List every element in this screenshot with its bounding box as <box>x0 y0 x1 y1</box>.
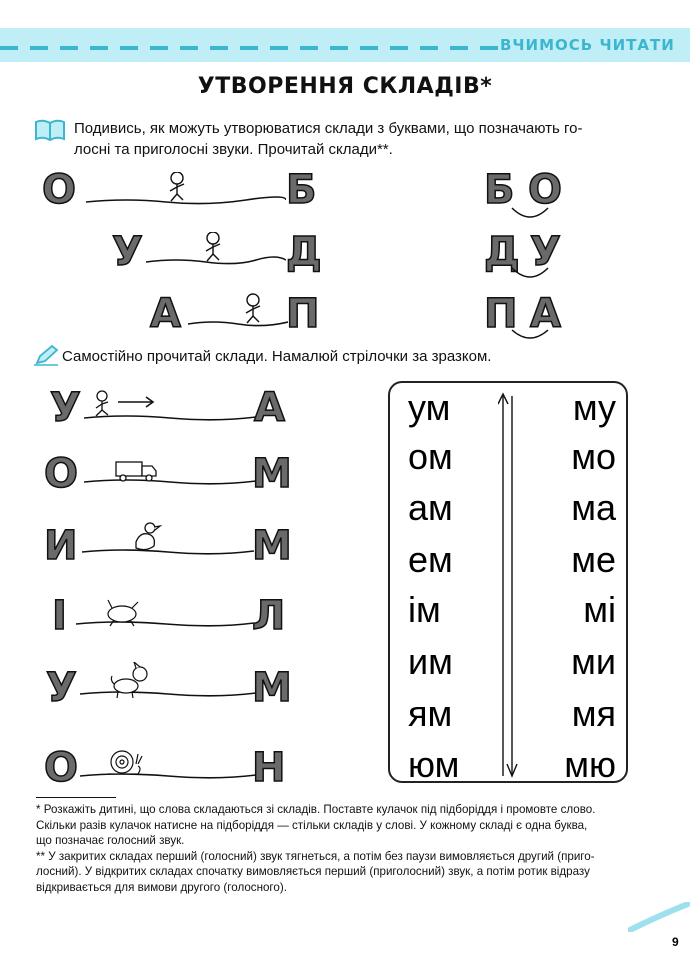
consonant-letter: М <box>252 451 292 497</box>
syllable-letter: П <box>484 291 518 337</box>
page-title: УТВОРЕННЯ СКЛАДІВ* <box>197 74 493 99</box>
closed-syllable: ям <box>408 693 453 734</box>
footnote-line: ** У закритих складах перший (голосний) звук тягнеться, а потім без паузи вимовляється другий (приго- <box>36 849 595 863</box>
consonant-letter: Л <box>252 593 286 639</box>
corner-swoosh <box>628 902 690 932</box>
footnote-line: що позначає голосний звук. <box>36 834 185 847</box>
running-boy-icon <box>206 232 220 261</box>
duck-icon <box>136 523 160 550</box>
closed-syllable: ум <box>408 387 451 428</box>
running-boy-icon <box>96 391 108 416</box>
open-syllable: ма <box>571 487 616 528</box>
footnote <box>36 802 666 895</box>
snail-path <box>80 740 256 784</box>
link-arc <box>510 328 550 342</box>
truck-icon <box>116 462 156 481</box>
header-dashes <box>0 46 500 50</box>
vowel-letter: О <box>44 451 79 497</box>
open-syllable: му <box>572 387 616 428</box>
consonant-letter: Д <box>286 229 322 275</box>
beetle-path <box>76 592 254 632</box>
vowel-letter: О <box>42 167 77 213</box>
vowel-letter: О <box>44 745 79 791</box>
footnote-line: лосний). У відкритих складах спочатку вимовляється перший (приголосний) звук, а потім ротик відразу <box>36 865 590 878</box>
open-syllable: мі <box>583 589 616 630</box>
running-boy-path <box>146 232 286 272</box>
open-syllable: ме <box>571 539 616 580</box>
truck-path <box>84 456 256 492</box>
dog-path <box>80 662 256 704</box>
footnote-line: * Розкажіть дитині, що слова складаються зі складів. Поставте кулачок під підборіддя і промовте слово. <box>36 803 596 816</box>
consonant-letter: Б <box>286 167 317 213</box>
open-syllable: мо <box>571 436 616 477</box>
closed-syllable: ім <box>408 589 441 630</box>
syllable-letter: О <box>528 167 563 213</box>
open-syllable: мю <box>564 744 616 785</box>
running-boy-icon <box>170 172 184 201</box>
snail-icon <box>108 751 142 774</box>
vowel-letter: У <box>112 229 143 275</box>
vowel-letter: І <box>52 593 67 639</box>
link-arc <box>510 206 550 222</box>
closed-syllable: юм <box>408 744 460 785</box>
consonant-letter: А <box>254 385 285 431</box>
task2-instruction: Самостійно прочитай склади. Намалюй стрілочки за зразком. <box>62 348 492 365</box>
syllable-letter: Б <box>484 167 515 213</box>
consonant-letter: Н <box>252 745 286 791</box>
closed-syllable: ем <box>408 539 453 580</box>
vowel-letter: А <box>150 291 181 337</box>
consonant-letter: П <box>286 291 320 337</box>
closed-syllable: ом <box>408 436 453 477</box>
footnote-rule <box>36 797 116 798</box>
running-boy-icon <box>246 294 260 323</box>
open-syllable: ми <box>571 641 616 682</box>
double-arrow-icon <box>498 392 518 778</box>
vowel-letter: У <box>50 385 81 431</box>
pencil-icon <box>34 344 60 366</box>
syllable-letter: Д <box>484 229 520 275</box>
running-boy-path <box>84 388 256 428</box>
running-boy-path <box>188 292 288 332</box>
book-icon <box>34 118 66 142</box>
running-boy-path <box>86 172 286 212</box>
link-arc <box>510 266 550 282</box>
footnote-line: Скільки разів кулачок натисне на підборіддя — стільки складів у слові. У кожному складі є одна буква, <box>36 818 588 832</box>
syllable-letter: У <box>530 229 561 275</box>
consonant-letter: М <box>252 665 292 711</box>
open-syllable: мя <box>571 693 616 734</box>
vowel-letter: И <box>44 523 78 569</box>
arrow-icon <box>118 397 153 407</box>
task1-instruction <box>74 118 664 160</box>
footnote-line: відкривається для вимови другого (голосного). <box>36 880 287 894</box>
task1-instruction-line: лосні та приголосні звуки. Прочитай склади**. <box>74 141 393 158</box>
syllable-letter: А <box>530 291 561 337</box>
closed-syllable: ам <box>408 487 453 528</box>
section-title: ВЧИМОСЬ ЧИТАТИ <box>500 36 675 54</box>
vowel-letter: У <box>46 665 77 711</box>
page-number: 9 <box>672 935 679 949</box>
closed-syllable: им <box>408 641 453 682</box>
consonant-letter: М <box>252 523 292 569</box>
duck-path <box>82 520 254 560</box>
task1-instruction-line: Подивись, як можуть утворюватися склади з буквами, що позначають го- <box>74 120 583 137</box>
